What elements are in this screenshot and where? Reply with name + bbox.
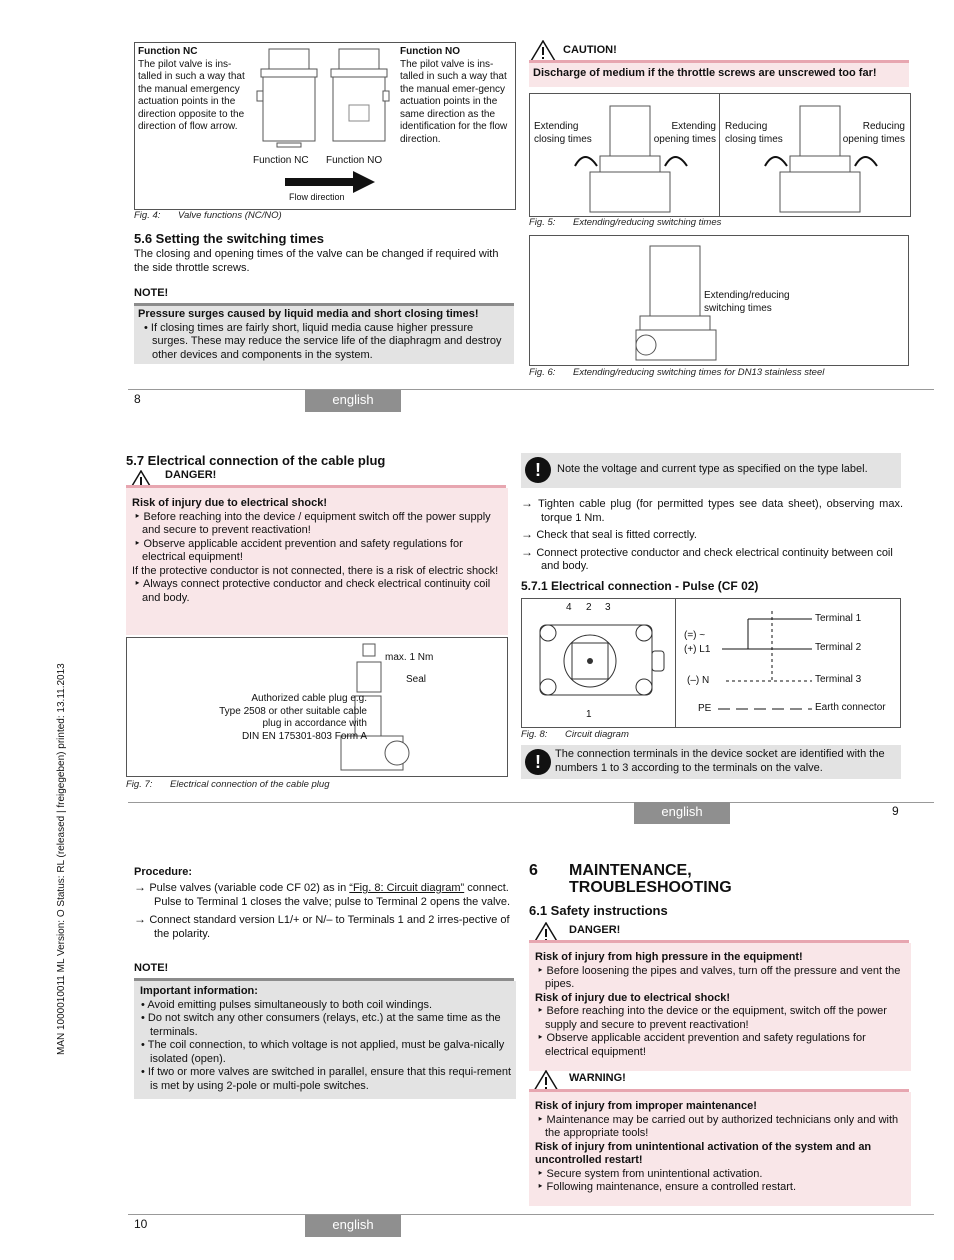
plug-label-1: Authorized cable plug e.g. <box>251 693 367 704</box>
procedure-step-1a: Pulse valves (variable code CF 02) as in <box>149 882 350 894</box>
caution-box <box>529 63 909 87</box>
fig8-caption: Fig. 8: Circuit diagram <box>521 729 629 740</box>
fig6-caption: Fig. 6: Extending/reducing switching times for DN13 stainless steel <box>529 367 825 378</box>
danger2-heading-1: Risk of injury from high pressure in the equipment! <box>535 951 803 963</box>
pin-4: 4 <box>566 602 572 613</box>
steps-list: → Tighten cable plug (for permitted types see data sheet), observing max. torque 1 Nm. → Check that seal is fitted correctly. → Connect protective conductor and check electrical continuity between coil and body. <box>521 496 903 572</box>
document-id-sidebar: MAN 1000010011 ML Version: O Status: RL (released | freigegeben) printed: 13.11.2013 <box>56 663 67 1055</box>
note2-item-2: Do not switch any other consumers (relays, etc.) at the same time as the terminals. <box>147 1012 501 1038</box>
danger-bullet-1: Before reaching into the device / equipment switch off the power supply and secure to prevent reactivation! <box>142 510 491 536</box>
pe-label: PE <box>698 703 712 714</box>
warning-heading-1: Risk of injury from improper maintenance! <box>535 1100 757 1112</box>
danger-heading: Risk of injury due to electrical shock! <box>132 497 327 509</box>
no-text: The pilot valve is ins-talled in such a way that the manual emer-gency actuation points in the same direction as the identification for the flow direction. <box>400 58 508 145</box>
note2-item-1: Avoid emitting pulses simultaneously to both coil windings. <box>147 998 433 1011</box>
l1-label: (+) L1 <box>684 644 711 655</box>
section-5-7-1-title: 5.7.1 Electrical connection - Pulse (CF 02) <box>521 579 759 593</box>
fig8-circuit-diagram <box>521 598 901 728</box>
section-5-7-title: 5.7 Electrical connection of the cable plug <box>126 453 386 468</box>
procedure-step-1b: connect. Pulse to Terminal 1 closes the valve; pulse to Terminal 2 opens the valve. <box>154 882 511 908</box>
fig5-label-1: Extending closing times <box>534 121 592 145</box>
info-box-terminals <box>521 745 901 779</box>
danger2-box: Risk of injury from high pressure in the equipment! ‣ Before loosening the pipes and valves, turn off the pressure and vent the pipes. Risk of injury due to electrical shock! ‣ Before reaching into the device or the equipment, switch off the power supply and secure to prevent reactivation! ‣ Observe applicable accident prevention and safety regulations for electrical equipment! <box>529 943 911 1071</box>
section-5-6-body: The closing and opening times of the valve can be changed if required with the side throttle screws. <box>134 248 499 274</box>
warning-heading-2: Risk of injury from unintentional activation of the system and an uncontrolled restart! <box>535 1140 872 1166</box>
step-1: Tighten cable plug (for permitted types see data sheet), observing max. torque 1 Nm. <box>538 498 903 524</box>
caution-text: Discharge of medium if the throttle screws are unscrewed too far! <box>533 67 877 79</box>
n-label: (–) N <box>687 675 710 686</box>
pin-1: 1 <box>586 709 592 720</box>
danger2-bullet-2: Before reaching into the device or the equipment, switch off the power supply and secure to prevent reactivation! <box>545 1005 887 1031</box>
exclamation-icon: ! <box>525 749 551 775</box>
note2-item-3: The coil connection, to which voltage is not applied, must be galva-nically isolated (open). <box>147 1039 505 1065</box>
procedure-label: Procedure: <box>134 866 193 878</box>
seal-label: Seal <box>406 674 427 685</box>
terminal-1-label: Terminal 1 <box>815 613 862 624</box>
danger-box: Risk of injury due to electrical shock! ‣ Before reaching into the device / equipment switch off the power supply and secure to prevent reactivation! ‣ Observe applicable accident prevention and safety regulations for electrical equipment! If the protective conductor is not connected, there is a risk of electric shock! ‣ Always connect protective conductor and check electrical continuity coil and body. <box>126 488 508 635</box>
note2-box: Important information: • Avoid emitting pulses simultaneously to both coil windings. • Do not switch any other consumers (relays, etc.) at the same time as the terminals. • The coil connection, to which voltage is not applied, must be galva-nically isolated (open). • If two or more valves are switched in parallel, ensure that this requi-rement is met by using 2-pole or multi-pole switches. <box>134 981 516 1099</box>
page9-footer-line <box>128 802 934 803</box>
fig7-caption: Fig. 7: Electrical connection of the cable plug <box>126 779 330 790</box>
danger2-label: DANGER! <box>569 924 621 936</box>
section-6-1-title: 6.1 Safety instructions <box>529 903 668 918</box>
plug-label-3: plug in accordance with <box>262 718 367 729</box>
fig7-cable-plug <box>126 637 508 777</box>
warning-bullet-1: Maintenance may be carried out by authorized technicians only and with the appropriate tools! <box>545 1113 899 1139</box>
note2-item-4: If two or more valves are switched in parallel, ensure that this requi-rement is met by using 2-pole or multi-pole switches. <box>147 1066 512 1092</box>
danger-mid-text: If the protective conductor is not connected, there is a risk of electric shock! <box>132 564 499 577</box>
note-label: NOTE! <box>134 287 169 299</box>
page10-language-tab: english <box>305 1215 401 1237</box>
danger-bullet-2: Observe applicable accident prevention and safety regulations for electrical equipment! <box>142 537 463 563</box>
fig5-label-3: Reducing closing times <box>725 121 783 145</box>
page8-language-tab: english <box>305 390 401 412</box>
warning-bullet-2: Secure system from unintentional activation. <box>546 1167 763 1180</box>
info-terminals-text: The connection terminals in the device socket are identified with the numbers 1 to 3 according to the terminals on the valve. <box>555 748 885 774</box>
ac-label: (=) ~ <box>684 630 706 641</box>
no-title: Function NO <box>400 46 460 57</box>
page10-number: 10 <box>134 1217 148 1231</box>
section-6-title: MAINTENANCE, TROUBLESHOOTING <box>569 862 732 896</box>
circuit-lines <box>712 607 822 719</box>
danger-bullet-3: Always connect protective conductor and check electrical continuity coil and body. <box>142 578 491 604</box>
warning-box: Risk of injury from improper maintenance! ‣ Maintenance may be carried out by authorized technicians only and with the appropriate tools! Risk of injury from unintentional activation of the system and an uncontrolled restart! ‣ Secure system from unintentional activation. ‣ Following maintenance, ensure a controlled restart. <box>529 1092 911 1206</box>
section-6-number: 6 <box>529 862 538 879</box>
info-box-voltage <box>521 453 901 488</box>
plug-label-4: DIN EN 175301-803 Form A <box>241 730 367 742</box>
info-voltage-text: Note the voltage and current type as specified on the type label. <box>557 463 868 475</box>
step-2: Check that seal is fitted correctly. <box>536 529 697 541</box>
fig5-switching-times <box>529 93 911 217</box>
flow-direction-label: Flow direction <box>289 192 345 202</box>
pin-2: 2 <box>586 602 592 613</box>
fig4-valve-functions <box>134 42 516 210</box>
danger-label: DANGER! <box>165 469 217 481</box>
procedure-steps: → Pulse valves (variable code CF 02) as in “Fig. 8: Circuit diagram” connect. Pulse to Terminal 1 closes the valve; pulse to Terminal 2 opens the valve. → Connect standard version L1/+ or N/– to Terminals 1 and 2 irres-pective of the polarity. <box>134 880 511 940</box>
note2-label: NOTE! <box>134 962 169 974</box>
warning-label: WARNING! <box>569 1072 626 1084</box>
caution-warning-icon <box>530 40 556 62</box>
page8-number: 8 <box>134 392 141 406</box>
caution-label: CAUTION! <box>563 44 617 56</box>
earth-connector-label: Earth connector <box>815 702 886 713</box>
torque-label: max. 1 Nm <box>385 652 434 663</box>
fig8-link[interactable]: “Fig. 8: Circuit diagram” <box>349 882 465 894</box>
danger2-bullet-1: Before loosening the pipes and valves, turn off the pressure and vent the pipes. <box>545 964 901 990</box>
valve-nc-drawing <box>255 43 325 159</box>
section-5-6-title: 5.6 Setting the switching times <box>134 231 324 246</box>
note-bullet: If closing times are fairly short, liquid media cause higher pressure surges. These may reduce the service life of the diaphragm and destroy other devices and components in the system. <box>150 321 502 361</box>
step-3: Connect protective conductor and check electrical continuity between coil and body. <box>536 546 893 572</box>
label-nc: Function NC <box>253 155 309 166</box>
plug-label-2: Type 2508 or other suitable cable <box>219 705 367 717</box>
flow-arrow-icon <box>285 171 375 193</box>
page9-language-tab: english <box>634 802 730 824</box>
note-box: Pressure surges caused by liquid media and short closing times! • If closing times are fairly short, liquid media cause higher pressure surges. These may reduce the service life of the diaphragm and destroy other devices and components in the system. <box>134 306 514 364</box>
fig5-label-2: Extending opening times <box>653 121 716 145</box>
danger2-heading-2: Risk of injury due to electrical shock! <box>535 991 730 1004</box>
warning-bullet-3: Following maintenance, ensure a controlled restart. <box>546 1181 797 1193</box>
pin-3: 3 <box>605 602 611 613</box>
fig5-valve-left <box>570 96 690 214</box>
exclamation-icon: ! <box>525 457 551 483</box>
danger2-bullet-3: Observe applicable accident prevention and safety regulations for electrical equipment! <box>545 1032 866 1058</box>
nc-title: Function NC <box>138 46 198 57</box>
valve-no-drawing <box>325 43 395 159</box>
socket-drawing <box>532 617 672 709</box>
note2-heading: Important information: <box>140 985 258 997</box>
label-no: Function NO <box>326 155 383 166</box>
fig5-label-4: Reducing opening times <box>842 121 905 145</box>
nc-text: The pilot valve is ins-talled in such a way that the manual emergency actuation points in the direction opposite to the direction of flow arrow. <box>138 58 245 132</box>
terminal-2-label: Terminal 2 <box>815 642 862 653</box>
page8-footer-line <box>128 389 934 390</box>
note-heading: Pressure surges caused by liquid media and short closing times! <box>138 308 479 320</box>
fig6-label: Extending/reducing switching times <box>704 290 790 314</box>
procedure-step-2: Connect standard version L1/+ or N/– to Terminals 1 and 2 irres-pective of the polarity. <box>149 914 510 940</box>
terminal-3-label: Terminal 3 <box>815 674 862 685</box>
page9-number: 9 <box>892 804 899 818</box>
fig6-dn13-valve <box>529 235 909 366</box>
fig5-valve-right <box>760 96 880 214</box>
page10-footer-line <box>128 1214 934 1215</box>
fig5-caption: Fig. 5: Extending/reducing switching times <box>529 217 722 228</box>
fig4-caption: Fig. 4: Valve functions (NC/NO) <box>134 210 282 221</box>
